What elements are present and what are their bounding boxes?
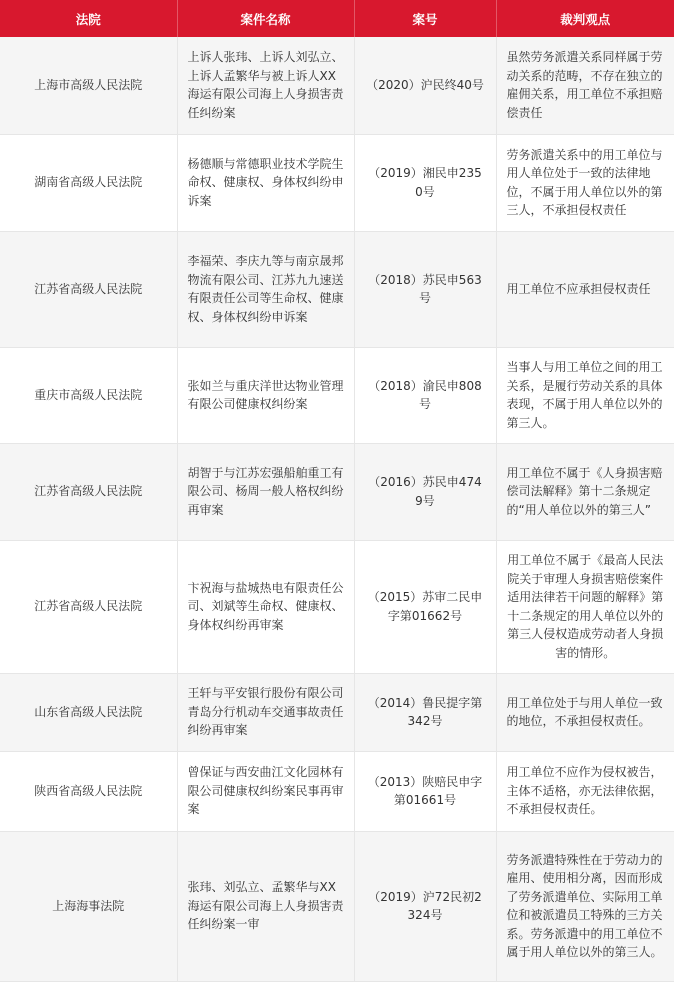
table-header [0,0,674,37]
case-no-cell: （2016）苏民申4749号 [354,443,496,540]
court-cell: 上海市高级人民法院 [0,37,177,134]
table-row [0,37,674,134]
table-row [0,347,674,443]
case-no-cell: （2018）苏民申563号 [354,231,496,347]
case-no-cell: （2020）沪民终40号 [354,37,496,134]
case-name-cell: 张玮、刘弘立、孟繁华与XX海运有限公司海上人身损害责任纠纷案一审 [177,831,354,981]
header-case-name: 案件名称 [177,0,354,37]
opinion-cell: 用工单位不属于《最高人民法院关于审理人身损害赔偿案件适用法律若干问题的解释》第十二条规定的用人单位以外的第三人侵权造成劳动者人身损害的情形。 [496,540,674,673]
case-name-cell: 上诉人张玮、上诉人刘弘立、上诉人孟繁华与被上诉人XX海运有限公司海上人身损害责任纠纷案 [177,37,354,134]
opinion-cell: 用工单位处于与用人单位一致的地位，不承担侵权责任。 [496,673,674,751]
court-cell: 重庆市高级人民法院 [0,347,177,443]
case-name-cell: 曾保证与西安曲江文化园林有限公司健康权纠纷案民事再审案 [177,751,354,831]
case-no-cell: （2015）苏审二民申字第01662号 [354,540,496,673]
court-cell: 江苏省高级人民法院 [0,231,177,347]
case-name-cell: 王轩与平安银行股份有限公司青岛分行机动车交通事故责任纠纷再审案 [177,673,354,751]
case-no-cell: （2014）鲁民提字第342号 [354,673,496,751]
opinion-cell: 用工单位不属于《人身损害赔偿司法解释》第十二条规定的“用人单位以外的第三人” [496,443,674,540]
court-cell: 山东省高级人民法院 [0,673,177,751]
table-row [0,443,674,540]
case-no-cell: （2019）湘民申2350号 [354,134,496,231]
opinion-cell: 虽然劳务派遣关系同样属于劳动关系的范畴，不存在独立的雇佣关系，用工单位不承担赔偿责任 [496,37,674,134]
table-row [0,831,674,981]
court-cell: 上海海事法院 [0,831,177,981]
opinion-cell: 劳务派遣关系中的用工单位与用人单位处于一致的法律地位，不属于用人单位以外的第三人，不承担侵权责任 [496,134,674,231]
court-cell: 湖南省高级人民法院 [0,134,177,231]
court-cell: 江苏省高级人民法院 [0,540,177,673]
case-name-cell: 李福荣、李庆九等与南京晟邦物流有限公司、江苏九九速送有限责任公司等生命权、健康权、身体权纠纷申诉案 [177,231,354,347]
court-cell: 江苏省高级人民法院 [0,443,177,540]
court-cell: 陕西省高级人民法院 [0,751,177,831]
table-body [0,37,674,981]
opinion-cell: 用工单位不应承担侵权责任 [496,231,674,347]
header-opinion: 裁判观点 [496,0,674,37]
opinion-cell: 当事人与用工单位之间的用工关系，是履行劳动关系的具体表现，不属于用人单位以外的第三人。 [496,347,674,443]
case-name-cell: 胡智于与江苏宏强船舶重工有限公司、杨周一般人格权纠纷再审案 [177,443,354,540]
case-no-cell: （2018）渝民申808号 [354,347,496,443]
header-row [0,0,674,37]
opinion-cell: 用工单位不应作为侵权被告，主体不适格，亦无法律依据，不承担侵权责任。 [496,751,674,831]
opinion-cell: 劳务派遣特殊性在于劳动力的雇用、使用相分离，因而形成了劳务派遣单位、实际用工单位和被派遣员工特殊的三方关系。劳务派遣中的用工单位不属于用人单位以外的第三人。 [496,831,674,981]
table-row [0,540,674,673]
table-row [0,231,674,347]
table-row [0,673,674,751]
case-name-cell: 卞祝海与盐城热电有限责任公司、刘斌等生命权、健康权、身体权纠纷再审案 [177,540,354,673]
header-case-no: 案号 [354,0,496,37]
table-row [0,134,674,231]
case-name-cell: 杨德顺与常德职业技术学院生命权、健康权、身体权纠纷申诉案 [177,134,354,231]
case-no-cell: （2019）沪72民初2324号 [354,831,496,981]
case-name-cell: 张如兰与重庆洋世达物业管理有限公司健康权纠纷案 [177,347,354,443]
table-row [0,751,674,831]
case-no-cell: （2013）陕赔民申字第01661号 [354,751,496,831]
header-court: 法院 [0,0,177,37]
